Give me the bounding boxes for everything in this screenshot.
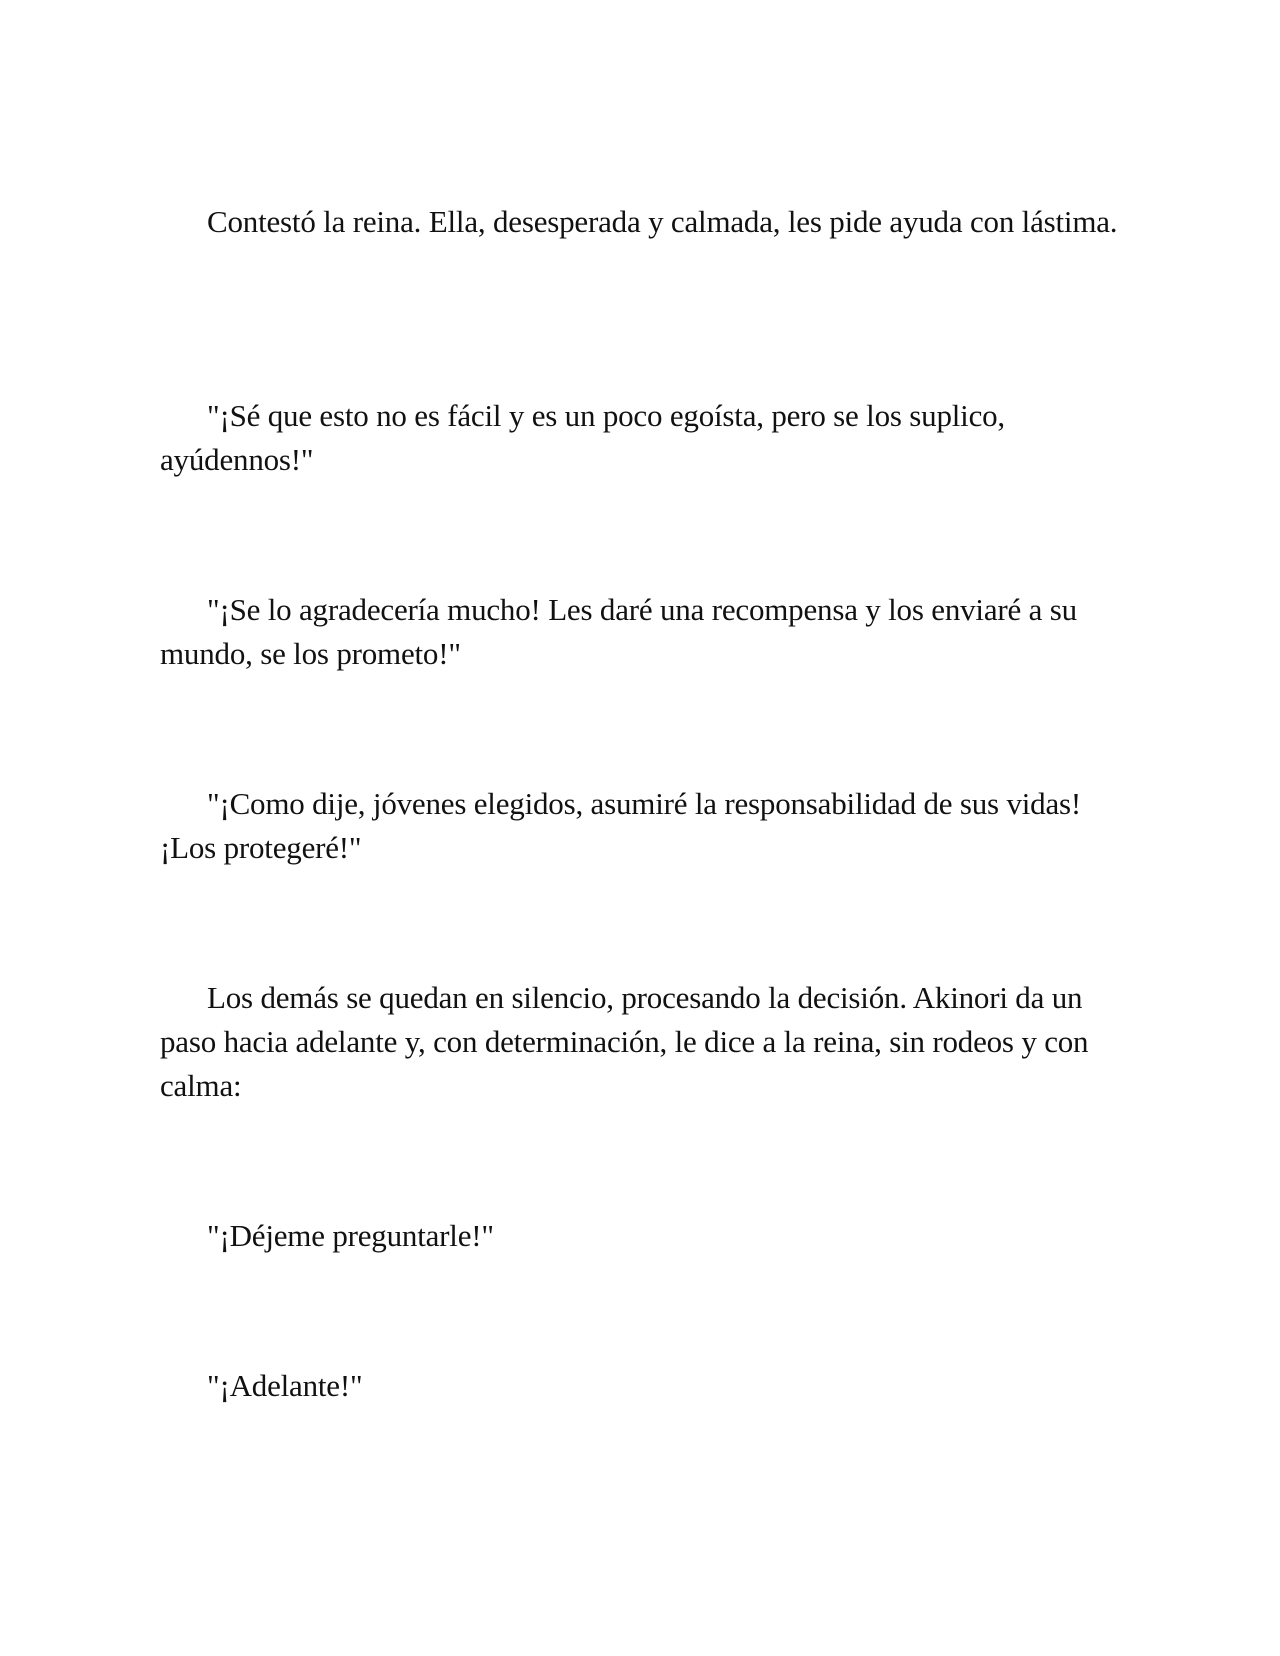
paragraph-dialogue-protect: "¡Como dije, jóvenes elegidos, asumiré la responsabilidad de sus vidas! ¡Los protegeré!" <box>160 786 1082 865</box>
paragraph-narration-akinori: Los demás se quedan en silencio, procesando la decisión. Akinori da un paso hacia adelante y, con determinación, le dice a la reina, sin rodeos y con calma: <box>160 980 1089 1103</box>
paragraph-dialogue-ask: "¡Déjeme preguntarle!" <box>207 1218 494 1253</box>
paragraph-dialogue-reward: "¡Se lo agradecería mucho! Les daré una recompensa y los enviaré a su mundo, se los prometo!" <box>160 592 1077 671</box>
paragraph-dialogue-plea: "¡Sé que esto no es fácil y es un poco egoísta, pero se los suplico, ayúdennos!" <box>160 398 1005 477</box>
paragraph-dialogue-go-ahead: "¡Adelante!" <box>207 1368 363 1403</box>
paragraph-narration-queen-reply: Contestó la reina. Ella, desesperada y calmada, les pide ayuda con lástima. <box>207 204 1118 239</box>
